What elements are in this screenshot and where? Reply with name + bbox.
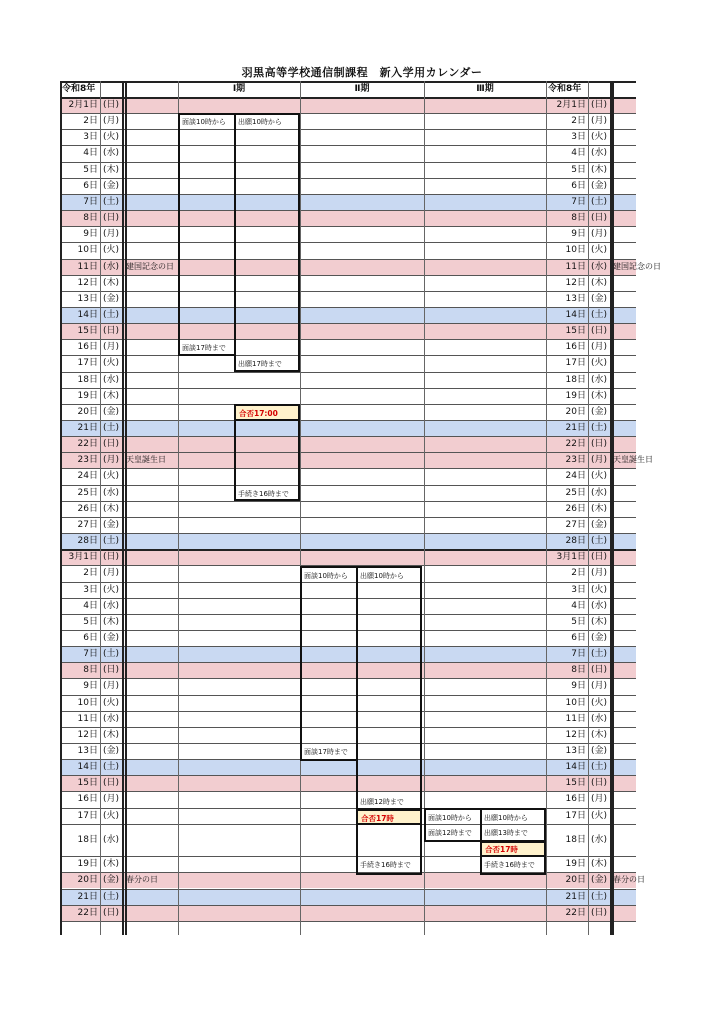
row-line-bottom — [60, 921, 636, 922]
date-cell-right: 2日 — [571, 568, 586, 579]
weekday-cell-left: (土) — [102, 891, 120, 902]
date-cell-right: 20日 — [565, 875, 586, 886]
date-cell-right: 2月1日 — [556, 100, 586, 110]
weekday-cell-left: (木) — [102, 503, 120, 514]
weekday-cell-left: (金) — [102, 746, 120, 756]
date-cell-left: 26日 — [77, 503, 98, 514]
date-cell-right: 8日 — [571, 213, 586, 224]
weekday-cell-right: (土) — [590, 196, 608, 207]
date-cell-right: 6日 — [571, 180, 586, 191]
date-cell-right: 24日 — [565, 471, 586, 482]
weekday-cell-right: (木) — [590, 390, 608, 401]
weekday-cell-right: (火) — [590, 584, 608, 595]
weekday-cell-left: (木) — [102, 164, 120, 175]
weekday-cell-left: (木) — [102, 729, 120, 740]
date-cell-right: 23日 — [565, 455, 586, 466]
header-term-2: Ⅱ期 — [354, 84, 370, 94]
date-cell-right: 10日 — [565, 697, 586, 708]
date-cell-right: 17日 — [565, 810, 586, 821]
column-line — [612, 81, 614, 935]
term2-procedure-end: 手続き16時まで — [360, 861, 411, 869]
date-cell-right: 9日 — [571, 229, 586, 240]
term1-procedure-end: 手続き16時まで — [238, 490, 289, 498]
term1-application-start: 出願10時から — [238, 118, 282, 126]
weekday-cell-left: (土) — [102, 649, 120, 660]
weekday-cell-right: (日) — [590, 778, 608, 789]
weekday-cell-left: (火) — [102, 810, 120, 821]
date-cell-right: 25日 — [565, 487, 586, 498]
weekday-cell-right: (日) — [590, 552, 608, 563]
weekday-cell-left: (木) — [102, 277, 120, 288]
term2-interview-box — [300, 566, 358, 761]
date-cell-right: 7日 — [571, 196, 586, 207]
date-cell-left: 10日 — [77, 245, 98, 256]
date-cell-right: 11日 — [565, 261, 586, 272]
date-cell-right: 9日 — [571, 681, 586, 692]
term2-pass-announcement: 合否17時 — [356, 809, 422, 825]
date-cell-right: 22日 — [565, 907, 586, 918]
weekday-cell-right: (月) — [590, 342, 608, 353]
date-cell-right: 5日 — [571, 164, 586, 175]
term2-application-box — [356, 566, 422, 810]
term3-interview-start: 面談10時から — [428, 814, 472, 822]
term1-interview-box — [178, 113, 236, 356]
date-cell-left: 7日 — [83, 196, 98, 207]
weekday-cell-right: (土) — [590, 423, 608, 433]
weekday-cell-right: (金) — [590, 406, 608, 417]
weekday-cell-right: (水) — [590, 834, 608, 845]
term3-procedure-end: 手続き16時まで — [484, 861, 535, 869]
date-cell-right: 12日 — [565, 277, 586, 288]
weekday-cell-right: (日) — [590, 326, 608, 337]
weekday-cell-right: (水) — [590, 374, 608, 385]
weekday-cell-left: (火) — [102, 697, 120, 708]
holiday-label-left: 春分の日 — [126, 875, 158, 885]
date-cell-right: 3日 — [571, 584, 586, 595]
date-cell-left: 14日 — [77, 762, 98, 773]
date-cell-right: 14日 — [565, 762, 586, 773]
weekday-cell-left: (日) — [102, 213, 120, 224]
weekday-cell-right: (水) — [590, 148, 608, 159]
weekday-cell-left: (火) — [102, 132, 120, 143]
date-cell-left: 22日 — [77, 907, 98, 918]
date-cell-left: 22日 — [77, 439, 98, 450]
date-cell-right: 22日 — [565, 439, 586, 450]
date-cell-left: 19日 — [77, 390, 98, 401]
weekday-cell-right: (水) — [590, 487, 608, 498]
date-cell-right: 7日 — [571, 649, 586, 660]
weekday-cell-left: (日) — [102, 552, 120, 563]
date-cell-right: 27日 — [565, 519, 586, 530]
date-cell-left: 12日 — [77, 729, 98, 740]
weekday-cell-right: (金) — [590, 519, 608, 530]
weekday-cell-right: (木) — [590, 859, 608, 870]
weekday-cell-right: (日) — [590, 907, 608, 918]
weekday-cell-left: (水) — [102, 261, 120, 272]
date-cell-left: 2月1日 — [68, 100, 98, 110]
term2-application-start: 出願10時から — [360, 572, 404, 580]
term1-interview-end: 面談17時まで — [182, 344, 226, 352]
date-cell-left: 20日 — [77, 406, 98, 417]
date-cell-right: 15日 — [565, 778, 586, 789]
date-cell-right: 3月1日 — [556, 552, 586, 563]
term2-interview-start: 面談10時から — [304, 572, 348, 580]
weekday-cell-left: (月) — [102, 568, 120, 579]
column-line — [125, 81, 127, 935]
weekday-cell-left: (木) — [102, 616, 120, 627]
date-cell-right: 21日 — [565, 423, 586, 433]
holiday-label-left: 天皇誕生日 — [126, 455, 166, 465]
weekday-cell-left: (水) — [102, 600, 120, 611]
date-cell-left: 27日 — [77, 519, 98, 530]
date-cell-right: 19日 — [565, 390, 586, 401]
date-cell-left: 15日 — [77, 326, 98, 337]
weekday-cell-right: (水) — [590, 713, 608, 724]
header-year-right: 令和8年 — [548, 84, 582, 94]
date-cell-left: 20日 — [77, 875, 98, 886]
term2-interview-end: 面談17時まで — [304, 748, 348, 756]
date-cell-right: 16日 — [565, 342, 586, 353]
weekday-cell-left: (月) — [102, 794, 120, 805]
date-cell-left: 18日 — [77, 374, 98, 385]
date-cell-right: 18日 — [565, 834, 586, 845]
weekday-cell-left: (月) — [102, 229, 120, 240]
weekday-cell-left: (水) — [102, 713, 120, 724]
date-cell-right: 11日 — [565, 713, 586, 724]
header-year-left: 令和8年 — [62, 84, 96, 94]
weekday-cell-right: (金) — [590, 632, 608, 643]
date-cell-right: 26日 — [565, 503, 586, 514]
date-cell-left: 11日 — [77, 261, 98, 272]
date-cell-right: 19日 — [565, 859, 586, 870]
date-cell-left: 2日 — [83, 116, 98, 127]
date-cell-left: 16日 — [77, 794, 98, 805]
date-cell-left: 21日 — [77, 891, 98, 902]
weekday-cell-right: (火) — [590, 697, 608, 708]
weekday-cell-right: (火) — [590, 245, 608, 256]
date-cell-left: 17日 — [77, 810, 98, 821]
date-cell-left: 18日 — [77, 834, 98, 845]
weekday-cell-right: (日) — [590, 665, 608, 676]
weekday-cell-left: (火) — [102, 358, 120, 369]
date-cell-left: 5日 — [83, 616, 98, 627]
column-line — [300, 81, 301, 935]
weekday-cell-right: (金) — [590, 293, 608, 304]
weekday-cell-left: (月) — [102, 681, 120, 692]
weekday-cell-left: (火) — [102, 584, 120, 595]
weekday-cell-left: (水) — [102, 374, 120, 385]
holiday-label-right: 天皇誕生日 — [613, 455, 653, 465]
weekday-cell-left: (月) — [102, 342, 120, 353]
date-cell-left: 11日 — [77, 713, 98, 724]
weekday-cell-left: (土) — [102, 196, 120, 207]
term1-application-end: 出願17時まで — [238, 360, 282, 368]
header-term-1: Ⅰ期 — [232, 84, 246, 94]
term1-pass-announcement: 合否17:00 — [234, 404, 300, 421]
date-cell-left: 6日 — [83, 632, 98, 643]
header-term-3: Ⅲ期 — [476, 84, 494, 94]
date-cell-right: 6日 — [571, 632, 586, 643]
holiday-label-right: 建国記念の日 — [613, 261, 661, 271]
weekday-cell-right: (金) — [590, 875, 608, 886]
date-cell-left: 2日 — [83, 568, 98, 579]
weekday-cell-right: (木) — [590, 277, 608, 288]
date-cell-right: 15日 — [565, 326, 586, 337]
weekday-cell-right: (土) — [590, 762, 608, 773]
date-cell-right: 4日 — [571, 148, 586, 159]
weekday-cell-left: (土) — [102, 309, 120, 320]
date-cell-right: 28日 — [565, 536, 586, 547]
weekday-cell-right: (火) — [590, 471, 608, 482]
weekday-cell-right: (金) — [590, 746, 608, 756]
weekday-cell-left: (金) — [102, 632, 120, 643]
weekday-cell-right: (土) — [590, 309, 608, 320]
weekday-cell-right: (木) — [590, 729, 608, 740]
date-cell-right: 20日 — [565, 406, 586, 417]
date-cell-left: 14日 — [77, 309, 98, 320]
page-title: 羽黒高等学校通信制課程 新入学用カレンダー — [241, 66, 483, 79]
date-cell-left: 28日 — [77, 536, 98, 547]
date-cell-left: 12日 — [77, 277, 98, 288]
column-line — [424, 81, 425, 935]
date-cell-left: 8日 — [83, 213, 98, 224]
date-cell-right: 2日 — [571, 116, 586, 127]
weekday-cell-right: (土) — [590, 536, 608, 547]
date-cell-left: 13日 — [77, 293, 98, 304]
date-cell-left: 4日 — [83, 148, 98, 159]
date-cell-left: 15日 — [77, 778, 98, 789]
weekday-cell-left: (金) — [102, 519, 120, 530]
date-cell-left: 21日 — [77, 423, 98, 433]
date-cell-right: 4日 — [571, 600, 586, 611]
date-cell-left: 3日 — [83, 584, 98, 595]
weekday-cell-right: (土) — [590, 649, 608, 660]
weekday-cell-right: (木) — [590, 164, 608, 175]
date-cell-left: 24日 — [77, 471, 98, 482]
weekday-cell-right: (日) — [590, 100, 608, 110]
date-cell-left: 6日 — [83, 180, 98, 191]
weekday-cell-left: (木) — [102, 390, 120, 401]
date-cell-left: 9日 — [83, 681, 98, 692]
date-cell-left: 8日 — [83, 665, 98, 676]
weekday-cell-left: (金) — [102, 180, 120, 191]
weekday-cell-right: (月) — [590, 568, 608, 579]
weekday-cell-left: (土) — [102, 762, 120, 773]
term2-application-end: 出願12時まで — [360, 798, 404, 806]
date-cell-left: 23日 — [77, 455, 98, 466]
weekday-cell-right: (水) — [590, 261, 608, 272]
weekday-cell-right: (金) — [590, 180, 608, 191]
weekday-cell-left: (日) — [102, 665, 120, 676]
weekday-cell-left: (金) — [102, 293, 120, 304]
weekday-cell-left: (水) — [102, 834, 120, 845]
date-cell-left: 3日 — [83, 132, 98, 143]
weekday-cell-right: (月) — [590, 116, 608, 127]
date-cell-left: 3月1日 — [68, 552, 98, 563]
holiday-label-right: 春分の日 — [613, 875, 645, 885]
date-cell-left: 17日 — [77, 358, 98, 369]
weekday-cell-left: (日) — [102, 778, 120, 789]
date-cell-right: 12日 — [565, 729, 586, 740]
weekday-cell-left: (金) — [102, 875, 120, 886]
weekday-cell-right: (木) — [590, 616, 608, 627]
date-cell-left: 5日 — [83, 164, 98, 175]
weekday-cell-left: (日) — [102, 326, 120, 337]
weekday-cell-left: (月) — [102, 455, 120, 466]
column-line — [122, 81, 124, 935]
weekday-cell-right: (火) — [590, 810, 608, 821]
term3-pass-announcement: 合否17時 — [480, 841, 546, 857]
date-cell-right: 21日 — [565, 891, 586, 902]
weekday-cell-right: (日) — [590, 439, 608, 450]
date-cell-left: 25日 — [77, 487, 98, 498]
date-cell-left: 4日 — [83, 600, 98, 611]
date-cell-right: 5日 — [571, 616, 586, 627]
weekday-cell-left: (日) — [102, 100, 120, 110]
date-cell-right: 16日 — [565, 794, 586, 805]
calendar-grid — [60, 0, 661, 1024]
date-cell-right: 13日 — [565, 746, 586, 756]
weekday-cell-left: (月) — [102, 116, 120, 127]
date-cell-left: 7日 — [83, 649, 98, 660]
date-cell-left: 19日 — [77, 859, 98, 870]
date-cell-left: 16日 — [77, 342, 98, 353]
weekday-cell-right: (月) — [590, 794, 608, 805]
date-cell-right: 3日 — [571, 132, 586, 143]
weekday-cell-left: (水) — [102, 148, 120, 159]
weekday-cell-left: (金) — [102, 406, 120, 417]
weekday-cell-left: (土) — [102, 536, 120, 547]
date-cell-right: 8日 — [571, 665, 586, 676]
weekday-cell-left: (火) — [102, 471, 120, 482]
weekday-cell-right: (火) — [590, 358, 608, 369]
date-cell-left: 10日 — [77, 697, 98, 708]
date-cell-right: 13日 — [565, 293, 586, 304]
term1-application-box — [234, 113, 300, 372]
weekday-cell-left: (日) — [102, 439, 120, 450]
weekday-cell-left: (火) — [102, 245, 120, 256]
term3-interview-end: 面談12時まで — [428, 829, 472, 837]
date-cell-left: 9日 — [83, 229, 98, 240]
weekday-cell-left: (水) — [102, 487, 120, 498]
weekday-cell-right: (水) — [590, 600, 608, 611]
weekday-cell-left: (日) — [102, 907, 120, 918]
term3-application-end: 出願13時まで — [484, 829, 528, 837]
weekday-cell-right: (火) — [590, 132, 608, 143]
date-cell-right: 10日 — [565, 245, 586, 256]
weekday-cell-right: (月) — [590, 229, 608, 240]
weekday-cell-right: (土) — [590, 891, 608, 902]
weekday-cell-right: (木) — [590, 503, 608, 514]
weekday-cell-right: (月) — [590, 455, 608, 466]
date-cell-left: 13日 — [77, 746, 98, 756]
term1-interview-start: 面談10時から — [182, 118, 226, 126]
date-cell-right: 18日 — [565, 374, 586, 385]
date-cell-right: 17日 — [565, 358, 586, 369]
weekday-cell-right: (日) — [590, 213, 608, 224]
holiday-label-left: 建国記念の日 — [126, 261, 174, 271]
term3-application-start: 出願10時から — [484, 814, 528, 822]
date-cell-right: 14日 — [565, 309, 586, 320]
weekday-cell-right: (月) — [590, 681, 608, 692]
weekday-cell-left: (木) — [102, 859, 120, 870]
weekday-cell-left: (土) — [102, 423, 120, 433]
